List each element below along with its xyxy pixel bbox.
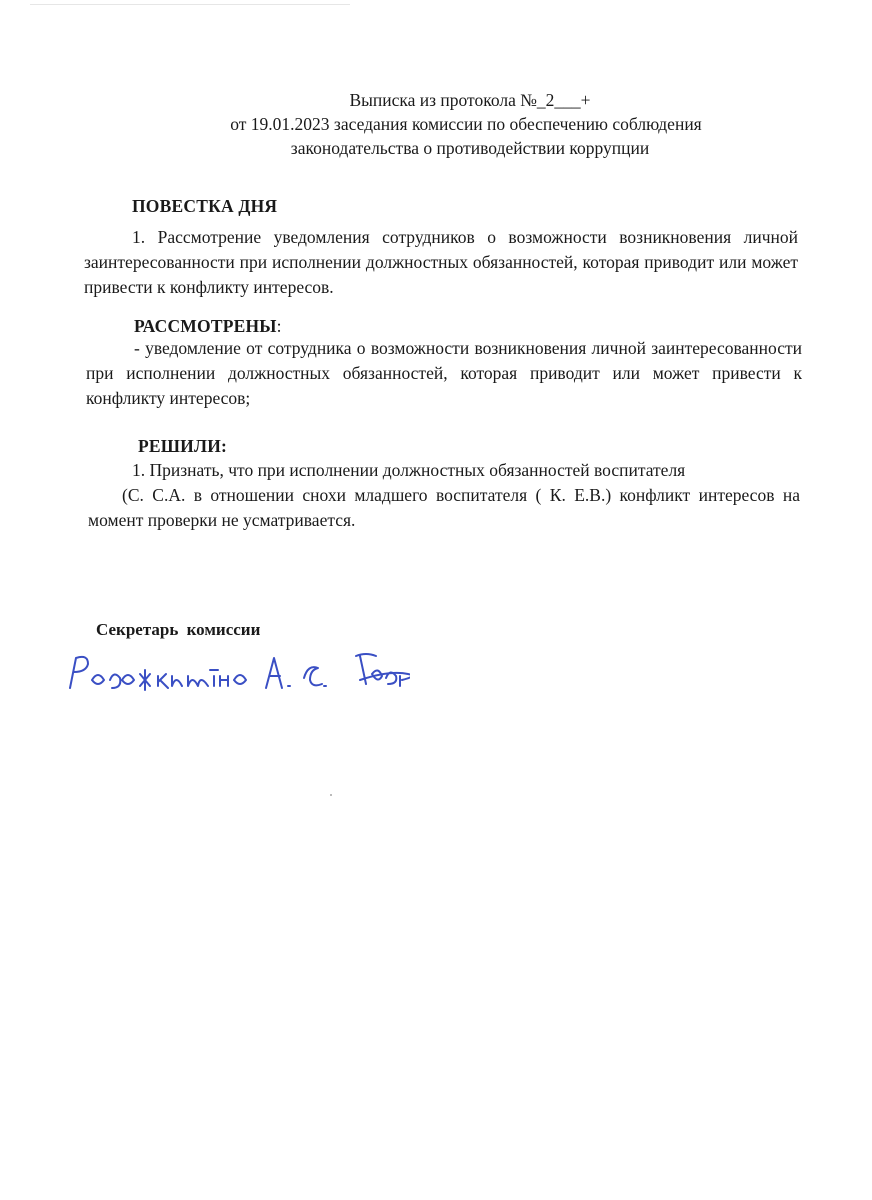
document-header bbox=[150, 88, 790, 160]
decided-heading: РЕШИЛИ: bbox=[138, 436, 228, 456]
considered-heading bbox=[134, 316, 282, 337]
agenda-item-1 bbox=[84, 225, 798, 300]
considered-heading-text: РАССМОТРЕНЫ bbox=[134, 316, 277, 336]
scan-speck bbox=[330, 794, 332, 796]
handwritten-signature bbox=[60, 640, 410, 700]
decided-item-1-rest: (С. С.А. в отношении снохи младшего воспитателя ( К. Е.В.) конфликт интересов на момент проверки не усматривается. bbox=[88, 485, 800, 530]
decided-item-1-line1: 1. Признать, что при исполнении должностных обязанностей воспитателя bbox=[132, 460, 686, 480]
protocol-subject-line: законодательства о противодействии коррупции bbox=[290, 138, 650, 158]
considered-heading-colon: : bbox=[276, 316, 282, 336]
scan-edge-line bbox=[30, 4, 350, 5]
agenda-heading: ПОВЕСТКА ДНЯ bbox=[132, 196, 278, 216]
considered-item-1 bbox=[86, 336, 802, 411]
secretary-label: Секретарь комиссии bbox=[96, 620, 261, 639]
considered-item-1-text: - уведомление от сотрудника о возможности возникновения личной заинтересованности при исполнении должностных обязанностей, которая приводит или может привести к конфликту интересов; bbox=[86, 338, 802, 408]
decided-item-1 bbox=[88, 458, 800, 533]
protocol-date-line: от 19.01.2023 заседания комиссии по обеспечению соблюдения bbox=[230, 114, 702, 134]
agenda-item-1-text: 1. Рассмотрение уведомления сотрудников о возможности возникновения личной заинтересованности при исполнении должностных обязанностей, которая приводит или может привести к конфликту интересов. bbox=[84, 227, 798, 297]
protocol-title: Выписка из протокола №_2___+ bbox=[349, 90, 591, 110]
